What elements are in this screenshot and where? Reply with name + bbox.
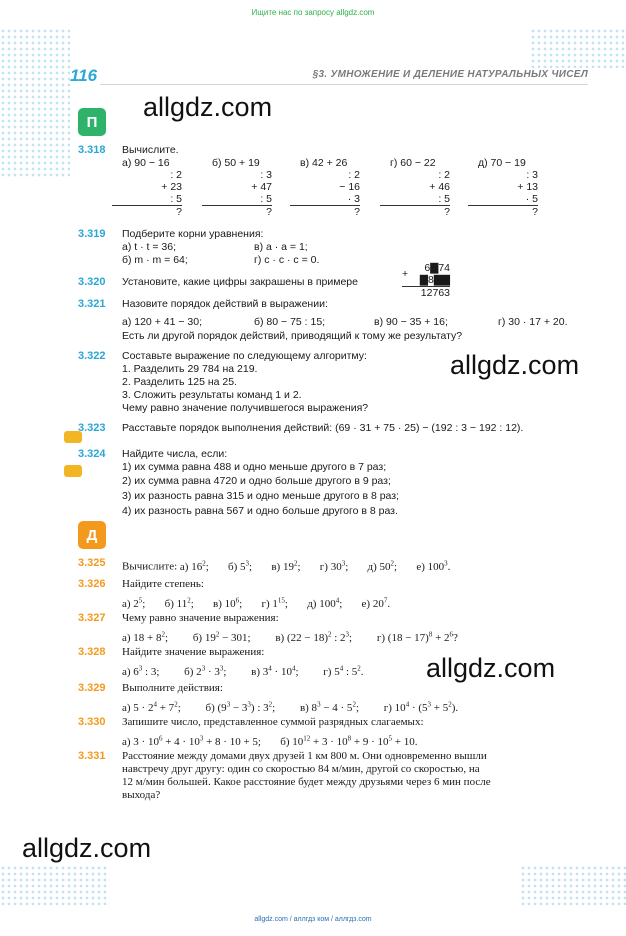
item: г) 30 · 17 + 20. [498, 316, 568, 328]
step: + 47 [251, 181, 272, 193]
plus-sign: + [402, 268, 409, 280]
item: в) $3^4 \cdot 10^4$; [251, 664, 299, 678]
item: б) $(9^3 - 3^3)$ : $3^2$; [205, 700, 276, 714]
exercise-row [122, 698, 458, 715]
column-label: г) 60 − 22 [390, 157, 436, 169]
step: : 2 [170, 169, 182, 181]
exercise-title: Назовите порядок действий в выражении: [122, 298, 328, 310]
item: в) a · a = 1; [254, 241, 308, 253]
exercise-title: Подберите корни уравнения: [122, 228, 264, 240]
item: б) $10^{12} + 3 \cdot 10^8 + 9 \cdot 10^5 + 10$. [280, 734, 418, 748]
watermark: allgdz.com [426, 653, 556, 683]
step: : 3 [526, 169, 538, 181]
calc-column [390, 157, 468, 218]
item: в) $8^3 - 4 \cdot 5^2$; [299, 700, 359, 714]
step: : 5 [112, 193, 182, 206]
step: − 16 [339, 181, 360, 193]
line: 3) их разность равна 315 и одно меньше другого в 8 раз; [122, 490, 400, 502]
addend: ▇8▇▇ [402, 274, 450, 287]
item: г) $10^4 \cdot (5^3 + 5^2)$. [383, 700, 459, 714]
step: : 2 [348, 169, 360, 181]
item: д) $50^2$; [367, 559, 398, 573]
step: · 3 [290, 193, 360, 206]
exercise-number: 3.329 [78, 682, 106, 694]
item: в) $19^2$; [271, 559, 301, 573]
item: б) $2^3 \cdot 3^3$; [184, 664, 227, 678]
item: б) $11^2$; [164, 596, 194, 610]
line: 2. Разделить 125 на 25. [122, 376, 238, 388]
exercise-number: 3.319 [78, 228, 106, 240]
exercise-number: 3.323 [78, 422, 106, 434]
step: : 5 [380, 193, 450, 206]
column-label: б) 50 + 19 [212, 157, 260, 169]
item: а) $2^5$; [122, 596, 146, 610]
line: навстречу друг другу: один со скоростью 84 м/мин, другой со скоростью, на [122, 763, 480, 775]
step: + 13 [517, 181, 538, 193]
question: Есть ли другой порядок действий, приводящий к тому же результату? [122, 330, 463, 342]
line: 1. Разделить 29 784 на 219. [122, 363, 258, 375]
item: а) $3 \cdot 10^6 + 4 \cdot 10^3 + 8 \cdot 10 + 5$; [122, 734, 261, 748]
sum: 12763 [420, 287, 450, 299]
result: ? [176, 206, 182, 218]
dot-pattern-bottom-left [0, 865, 110, 905]
item: в) $(22 - 18)^2$ : $2^3$; [275, 630, 353, 644]
line: 3. Сложить результаты команд 1 и 2. [122, 389, 302, 401]
column-label: в) 42 + 26 [300, 157, 348, 169]
addend: 6▇74 [424, 262, 450, 274]
exercise-row [122, 732, 417, 749]
column-label: а) 90 − 16 [122, 157, 170, 169]
result: ? [354, 206, 360, 218]
item: г) $5^4$ : $5^2$. [323, 664, 364, 678]
line: Составьте выражение по следующему алгоритму: [122, 350, 367, 362]
step: : 5 [202, 193, 272, 206]
exercise-title: Выполните действия: [122, 682, 223, 694]
line: Расстояние между домами двух друзей 1 км 800 м. Они одновременно вышли [122, 750, 487, 762]
item: г) $30^3$; [319, 559, 349, 573]
item: а) $5 \cdot 2^4 + 7^2$; [122, 700, 181, 714]
step: : 3 [260, 169, 272, 181]
chapter-divider [100, 84, 588, 85]
line: Чему равно значение получившегося выражения? [122, 402, 369, 414]
exercise-number: 3.324 [78, 448, 106, 460]
item: а) $18 + 8^2$; [122, 630, 169, 644]
exercise-title: Найдите значение выражения: [122, 646, 265, 658]
exercise-text: Расставьте порядок выполнения действий: (69 · 31 + 75 · 25) − (192 : 3 − 192 : 12). [122, 422, 524, 434]
calc-columns [122, 157, 552, 223]
exercise-row [122, 628, 458, 645]
line: 2) их сумма равна 4720 и одно больше другого в 9 раз; [122, 475, 391, 487]
line: 1) их сумма равна 488 и одно меньше другого в 7 раз; [122, 461, 387, 473]
exercise-row [122, 594, 390, 611]
exercise-number: 3.331 [78, 750, 106, 762]
exercise-number: 3.318 [78, 144, 106, 156]
addition-puzzle [402, 262, 450, 299]
calc-column [212, 157, 290, 218]
exercise-title: Запишите число, представленное суммой разрядных слагаемых: [122, 716, 424, 728]
result: ? [444, 206, 450, 218]
section-badge-d: Д [78, 521, 106, 549]
item: е) $100^3$. [416, 559, 451, 573]
step: + 23 [161, 181, 182, 193]
item: е) $20^7$. [361, 596, 391, 610]
exercise-row [122, 557, 450, 574]
exercise-number: 3.321 [78, 298, 106, 310]
page-number: 116 [70, 66, 98, 85]
item: г) $1^{15}$; [261, 596, 288, 610]
item: г) c · c · c = 0. [254, 254, 320, 266]
item: г) $(18 - 17)^8 + 2^6$? [376, 630, 458, 644]
item: б) m · m = 64; [122, 254, 188, 266]
group-work-icon [64, 465, 82, 477]
item: б) 80 − 75 : 15; [254, 316, 326, 328]
footer-links[interactable]: allgdz.com / аллгдз ком / аллгдз.com [254, 916, 372, 923]
dot-pattern-top-right [530, 28, 626, 68]
exercise-text: Установите, какие цифры закрашены в примере [122, 276, 358, 288]
result: ? [532, 206, 538, 218]
watermark: allgdz.com [143, 92, 273, 122]
exercise-row [122, 662, 364, 679]
item: в) $10^6$; [213, 596, 243, 610]
watermark: allgdz.com [22, 833, 152, 863]
step: : 2 [438, 169, 450, 181]
exercise-number: 3.322 [78, 350, 106, 362]
step: · 5 [468, 193, 538, 206]
item: а) $6^3$ : 3; [122, 664, 160, 678]
section-badge-p: П [78, 108, 106, 136]
item: в) 90 − 35 + 16; [374, 316, 448, 328]
line: 12 м/мин большей. Какое расстояние будет между друзьями через 6 мин после [122, 776, 491, 788]
line: выхода? [122, 789, 161, 801]
calc-column [300, 157, 378, 218]
dot-pattern-bottom-right [520, 865, 626, 905]
step: + 46 [429, 181, 450, 193]
item: а) 120 + 41 − 30; [122, 316, 202, 328]
exercise-number: 3.328 [78, 646, 106, 658]
result: ? [266, 206, 272, 218]
item: б) $19^2 - 301$; [192, 630, 251, 644]
exercise-number: 3.320 [78, 276, 106, 288]
exercise-title: Вычислите. [122, 144, 179, 156]
item: а) $16^2$; [179, 559, 209, 573]
item: а) t · t = 36; [122, 241, 176, 253]
line: Найдите числа, если: [122, 448, 228, 460]
exercise-title: Чему равно значение выражения: [122, 612, 279, 624]
calc-column [478, 157, 556, 218]
exercise-number: 3.330 [78, 716, 106, 728]
dot-pattern-top-left [0, 28, 70, 178]
exercise-number: 3.325 [78, 557, 106, 569]
exercise-number: 3.327 [78, 612, 106, 624]
column-label: д) 70 − 19 [478, 157, 526, 169]
calc-column [122, 157, 200, 218]
line: 4) их разность равна 567 и одно больше другого в 8 раз. [122, 505, 398, 517]
item: б) $5^3$; [228, 559, 253, 573]
top-note: Ищите нас по запросу allgdz.com [251, 8, 375, 17]
chapter-title: §3. УМНОЖЕНИЕ И ДЕЛЕНИЕ НАТУРАЛЬНЫХ ЧИСЕЛ [312, 69, 588, 80]
item: д) $100^4$; [307, 596, 343, 610]
exercise-title: Вычислите: [122, 560, 178, 573]
exercise-number: 3.326 [78, 578, 106, 590]
exercise-title: Найдите степень: [122, 578, 204, 590]
watermark: allgdz.com [450, 350, 580, 380]
